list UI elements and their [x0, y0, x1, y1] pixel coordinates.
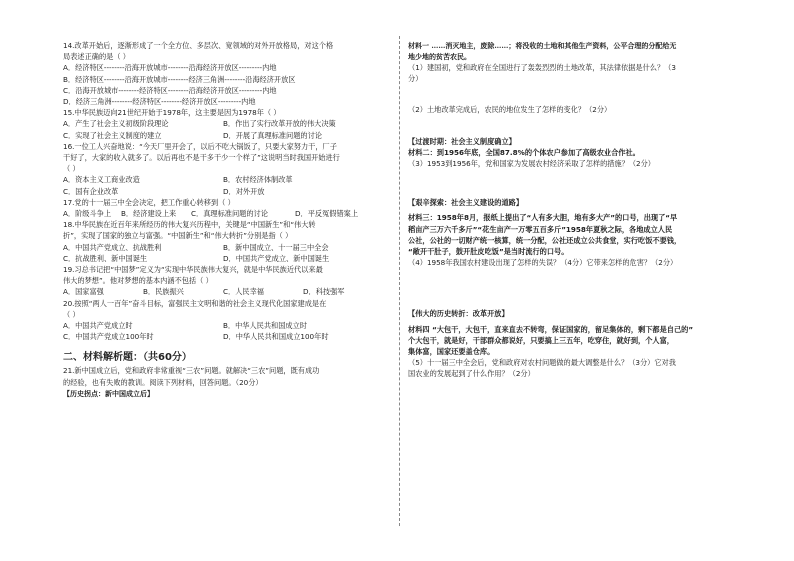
q16-stem: （ ）	[63, 164, 80, 174]
q16-option-c: C．国有企业改革	[63, 186, 119, 196]
q15-option-a: A．产生了社会主义初级阶段理论	[63, 119, 169, 129]
question-18	[63, 219, 389, 264]
q20-option-b: B．中华人民共和国成立时	[223, 321, 307, 331]
q18-option-a: A．中国共产党成立、抗战胜利	[63, 242, 162, 252]
sub-question-2: （2）土地改革完成后，农民的地位发生了怎样的变化？（2分）	[408, 105, 612, 115]
q18-stem: 折”，实现了国家的独立与富强。“中国新生”和“伟大转折”分别是指（ ）	[63, 231, 293, 241]
q19-option-b: B．民族振兴	[143, 287, 184, 297]
q15-options-row	[63, 130, 389, 141]
question-19	[63, 264, 389, 298]
q18-stem: 18.中华民族在近百年来所经历的伟大复兴历程中，关键是“中国新生”和“伟大转	[63, 220, 316, 230]
material-1: 地少地的贫苦农民。	[408, 52, 471, 61]
q14-option-b: B．经济特区--------沿海开放城市--------经济三角洲--------沿海经济开放区	[63, 74, 296, 84]
q17-option-a: A．阶级斗争上	[63, 209, 112, 219]
q15-stem: 15.中华民族迈向21世纪开始于1978年，这主要是因为1978年（ ）	[63, 108, 281, 118]
q18-option-c: C．抗战胜利、新中国诞生	[63, 253, 148, 263]
q20-option-a: A．中国共产党成立时	[63, 321, 133, 331]
material-4: 材料四 “大包干，大包干，直来直去不转弯，保证国家的，留足集体的，剩下都是自己的”	[408, 324, 694, 334]
question-20	[63, 298, 389, 343]
question-14	[63, 40, 389, 107]
material-3: 稻亩产三万六千多斤”“花生亩产一万零五百多斤”1958年夏秋之际，各地成立人民	[408, 224, 673, 234]
material-2: 材料二：到1956年底，全国87.8%的个体农户参加了高级农业合作社。	[408, 147, 640, 157]
left-column	[63, 40, 389, 399]
q14-option-c: C．沿海开放城市--------经济特区--------沿海经济开放区---------内地	[63, 85, 277, 95]
q20-options-row	[63, 331, 389, 342]
section-tag-transition: 【过渡时期：社会主义制度确立】	[408, 136, 516, 146]
q19-option-d: D．科技强军	[303, 287, 345, 297]
right-column	[408, 40, 736, 380]
q18-options-row	[63, 253, 389, 264]
section-tag-exploration: 【艰辛探索：社会主义建设的道路】	[408, 198, 524, 208]
material-3: 公社，公社的一切财产统一核算，统一分配，公社还成立公共食堂，实行吃饭不要钱，	[408, 235, 682, 245]
q15-option-d: D．开展了真理标准问题的讨论	[223, 130, 322, 140]
sub-question-1: （1）建国初，党和政府在全国进行了轰轰烈烈的土地改革，其法律依据是什么？（3	[408, 63, 676, 72]
question-21	[63, 365, 389, 398]
q19-options-row	[63, 286, 389, 297]
q17-option-b: B．经济建设上来	[121, 209, 177, 219]
material-1: 材料一 ……消灭地主，废除……；将没收的土地和其他生产资料，公平合理的分配给无	[408, 41, 677, 50]
sub-question-1: 分）	[408, 74, 423, 84]
q17-options-row	[63, 208, 389, 219]
q19-stem: 19.习总书记把“中国梦”定义为“实现中华民族伟大复兴，就是中华民族近代以来最	[63, 265, 323, 275]
q20-stem: （ ）	[63, 309, 80, 319]
section-tag-reform: 【伟大的历史转折：改革开放】	[408, 309, 509, 319]
q14-stem: 局表述正确的是（ ）	[63, 52, 130, 62]
material-4: 个大包干，就是好，干部群众都说好，只要搞上三五年，吃穿住，就好到，个人富，	[408, 335, 674, 345]
q17-option-c: C．真理标准问题的讨论	[191, 209, 268, 219]
q16-options-row	[63, 174, 389, 185]
sub-question-5: 国农业的发展起到了什么作用？（2分）	[408, 369, 535, 379]
material-4: 集体富，国家还要盖仓库。	[408, 347, 495, 357]
sub-question-3: （3）1953到1956年，党和国家为发展农村经济采取了怎样的措施？（2分）	[408, 159, 655, 169]
q18-options-row	[63, 242, 389, 253]
q19-stem: 伟大的梦想”。他对梦想的基本内涵不包括（ ）	[63, 276, 213, 286]
q20-stem: 20.按照“两人一百年”奋斗目标，富强民主文明和谐的社会主义现代化国家建成是在	[63, 298, 327, 308]
sub-question-5: （5）十一届三中全会后，党和政府对农村问题做的最大调整是什么？（3分）它对我	[408, 358, 676, 368]
q19-option-a: A．国家富强	[63, 287, 104, 297]
q15-option-c: C．实现了社会主义制度的建立	[63, 130, 162, 140]
q21-stem: 的经验，也有失败的教训。阅读下列材料，回答问题。（20分）	[63, 377, 263, 387]
q16-option-a: A．资本主义工商业改造	[63, 175, 140, 185]
q18-option-d: D．中国共产党成立、新中国诞生	[223, 253, 330, 263]
q20-option-d: D．中华人民共和国成立100年时	[223, 332, 329, 342]
sub-question-4: （4）1958年我国农村建设出现了怎样的失误？（4分）它带来怎样的危害？（2分）	[408, 258, 678, 268]
q17-option-d: D．平反冤假错案上	[295, 209, 359, 219]
q16-option-b: B．农村经济体制改革	[223, 175, 293, 185]
q16-options-row	[63, 186, 389, 197]
question-15	[63, 107, 389, 141]
q14-stem: 14.改革开始后，逐渐形成了一个全方位、多层次、宽领域的对外开放格局，对这个格	[63, 41, 334, 50]
q21-stem: 21.新中国成立后，党和政府非常重视“三农”问题。就解决“三农”问题，既有成功	[63, 366, 320, 376]
question-17	[63, 197, 389, 219]
q16-stem: 16.一位工人兴奋地说：“今天厂里开会了，以后不吃大锅饭了，只要大家努力干，厂子	[63, 141, 337, 151]
q21-topic-tag: 【历史拐点：新中国成立后】	[63, 388, 154, 398]
q17-stem: 17.党的十一届三中全会决定，把工作重心转移到（ ）	[63, 197, 235, 207]
column-divider	[399, 36, 400, 526]
q16-option-d: D．对外开放	[223, 186, 265, 196]
q16-stem: 干好了，大家的收入就多了。以后再也不是干多干少一个样了”这说明当时我国开始进行	[63, 153, 340, 163]
material-3: “敞开干肚子，鼓开肚皮吃饭”是当时流行的口号。	[408, 247, 569, 257]
q14-option-d: D．经济三角洲--------经济特区--------经济开放区---------内地	[63, 97, 256, 107]
question-16	[63, 141, 389, 197]
section-heading: 二、材料解析题：（共60分）	[63, 352, 192, 364]
q20-option-c: C．中国共产党成立100年时	[63, 332, 154, 342]
q15-options-row	[63, 118, 389, 129]
q18-option-b: B．新中国成立、十一届三中全会	[223, 242, 329, 252]
q14-option-a: A．经济特区--------沿海开放城市--------沿海经济开放区---------内地	[63, 63, 277, 73]
q19-option-c: C．人民幸福	[223, 287, 264, 297]
material-3: 材料三：1958年8月，报纸上提出了“人有多大胆，地有多大产”的口号，出现了“早	[408, 213, 678, 223]
q20-options-row	[63, 320, 389, 331]
q15-option-b: B．作出了实行改革开放的伟大决策	[223, 119, 336, 129]
